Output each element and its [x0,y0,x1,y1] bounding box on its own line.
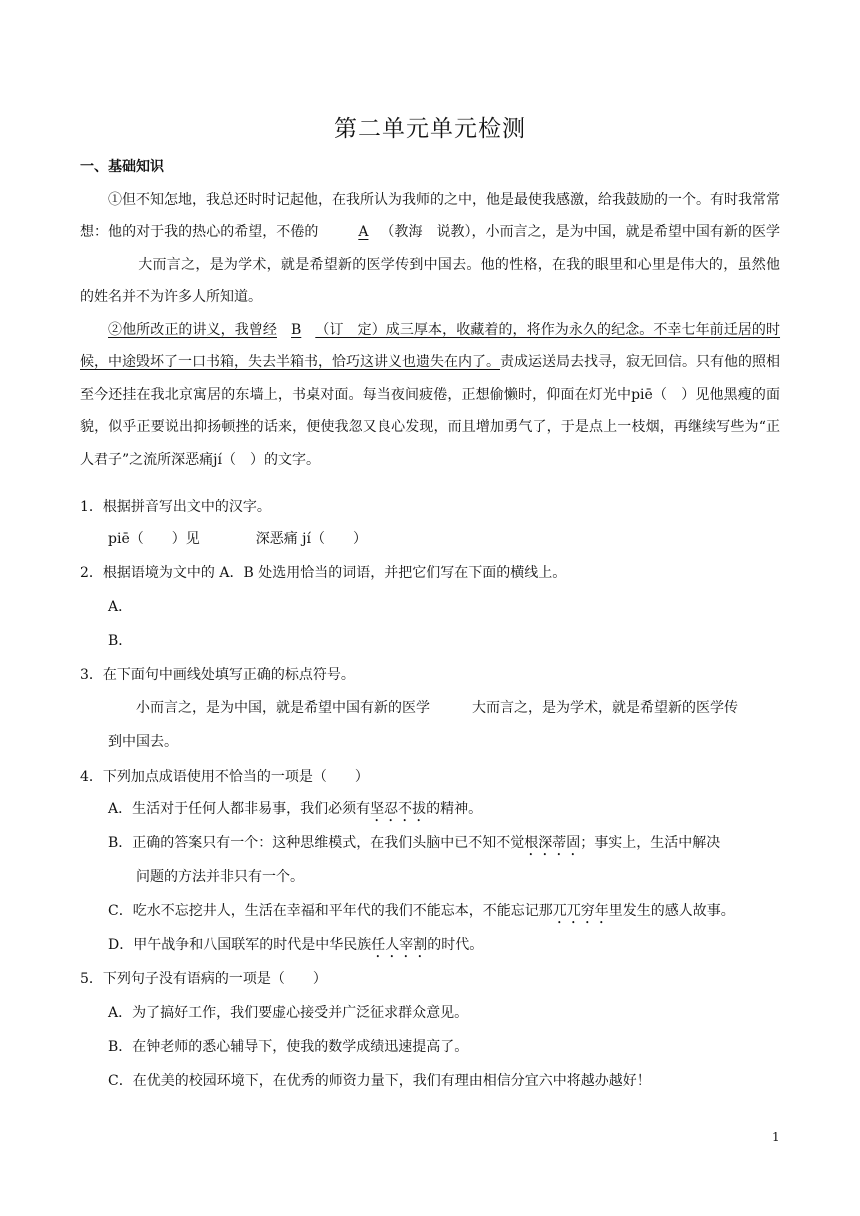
question-4-option-b: B．正确的答案只有一个：这种思维模式，在我们头脑中已不知不觉根深蒂固；事实上，生活中解决 [108,835,721,851]
page-number: 1 [772,1130,780,1144]
passage-1-part-a: ①但不知怎地，我总还时时记起他，在我所认为我师的之中，他是最使我感激，给我鼓励的一个。有时我常常想：他的对于我的热心的希望，不倦的 [80,192,780,241]
question-5-stem: 5．下列句子没有语病的一项是（ ） [80,971,327,987]
question-5-option-b: B．在钟老师的悉心辅导下，使我的数学成绩迅速提高了。 [108,1039,469,1055]
question-1-stem: 1．根据拼音写出文中的汉字。 [80,499,271,515]
question-3-stem: 3．在下面句中画线处填写正确的标点符号。 [80,667,355,683]
question-4-option-b-cont: 问题的方法并非只有一个。 [136,869,304,885]
passage-2 [80,314,780,476]
passage-2-part-e: 的文字。 [264,451,320,468]
question-3-text: 小而言之，是为中国，就是希望中国有新的医学 大而言之，是为学术，就是希望新的医学传 [136,700,738,716]
passage-1-part-b: （教海 说教），小而言之，是为中国，就是希望中国有新的医学 [380,224,781,241]
dotted-idiom-b: 根深蒂固 [524,835,581,851]
passage-1 [80,184,780,314]
passage-1-part-c: 大而言之，是为学术，就是希望新的医学传到中国去。他的性格，在我的眼里和心里是伟大的，虽然他的姓名并不为许多人所知道。 [80,256,780,306]
question-3-text-end: 到中国去。 [108,734,178,750]
question-4-option-c: C．吃水不忘挖井人，生活在幸福和平年代的我们不能忘本，不能忘记那兀兀穷年里发生的感人故事。 [108,903,735,919]
question-2-option-a: A． [108,599,133,615]
blank-punctuation-q3 [430,700,472,716]
pinyin-pie: piē（ ） [631,386,696,403]
passage-2-part-c: 责成运送局去找寻，寂无回信。只有他的照相至今还挂在我北京寓居的东墙上，书桌对面。每当夜间疲倦，正想偷懒时，仰面在灯光中 [80,354,780,403]
question-2-stem: 2．根据语境为文中的 A．B 处选用恰当的词语，并把它们写在下面的横线上。 [80,565,567,581]
page-title: 第二单元单元检测 [334,116,526,142]
question-4-option-d: D．甲午战争和八国联军的时代是中华民族任人宰割的时代。 [108,937,484,953]
question-1-sub: piē（ ）见 深恶痛 jí（ ） [108,531,367,547]
passage-2-underlined-a: ②他所改正的讲义，我曾经 B （订 定）成三厚本，收藏着的，将作为永久的纪念。不幸七年前迁居的时候，中途毁坏了一口书箱，失去半箱书，恰巧这讲义也遗失在内了。 [80,322,781,371]
dotted-idiom-d: 任人宰割 [371,937,428,953]
dotted-idiom-c: 兀兀穷年 [552,903,609,919]
dotted-idiom-a: 坚忍不拔 [370,801,427,817]
question-4-stem: 4．下列加点成语使用不恰当的一项是（ ） [80,769,369,785]
passage-2-part-d: 见他黑瘦的面貌，似乎正要说出抑扬顿挫的话来，便使我忽又良心发现，而且增加勇气了，于是点上一枝烟，再继续写些为“正人君子”之流所深恶痛 [80,386,780,468]
question-5-option-c: C．在优美的校园环境下，在优秀的师资力量下，我们有理由相信分宜六中将越办越好！ [108,1073,651,1089]
blank-a: A [358,224,369,241]
question-2-option-b: B． [108,633,133,649]
section-heading: 一、基础知识 [80,159,164,175]
question-4-option-a: A．生活对于任何人都非易事，我们必须有坚忍不拔的精神。 [108,801,483,817]
pinyin-ji: jí（ ） [213,451,264,468]
blank-b: B [291,322,302,338]
blank-punctuation [80,249,138,281]
question-5-option-a: A．为了搞好工作，我们要虚心接受并广泛征求群众意见。 [108,1005,469,1021]
